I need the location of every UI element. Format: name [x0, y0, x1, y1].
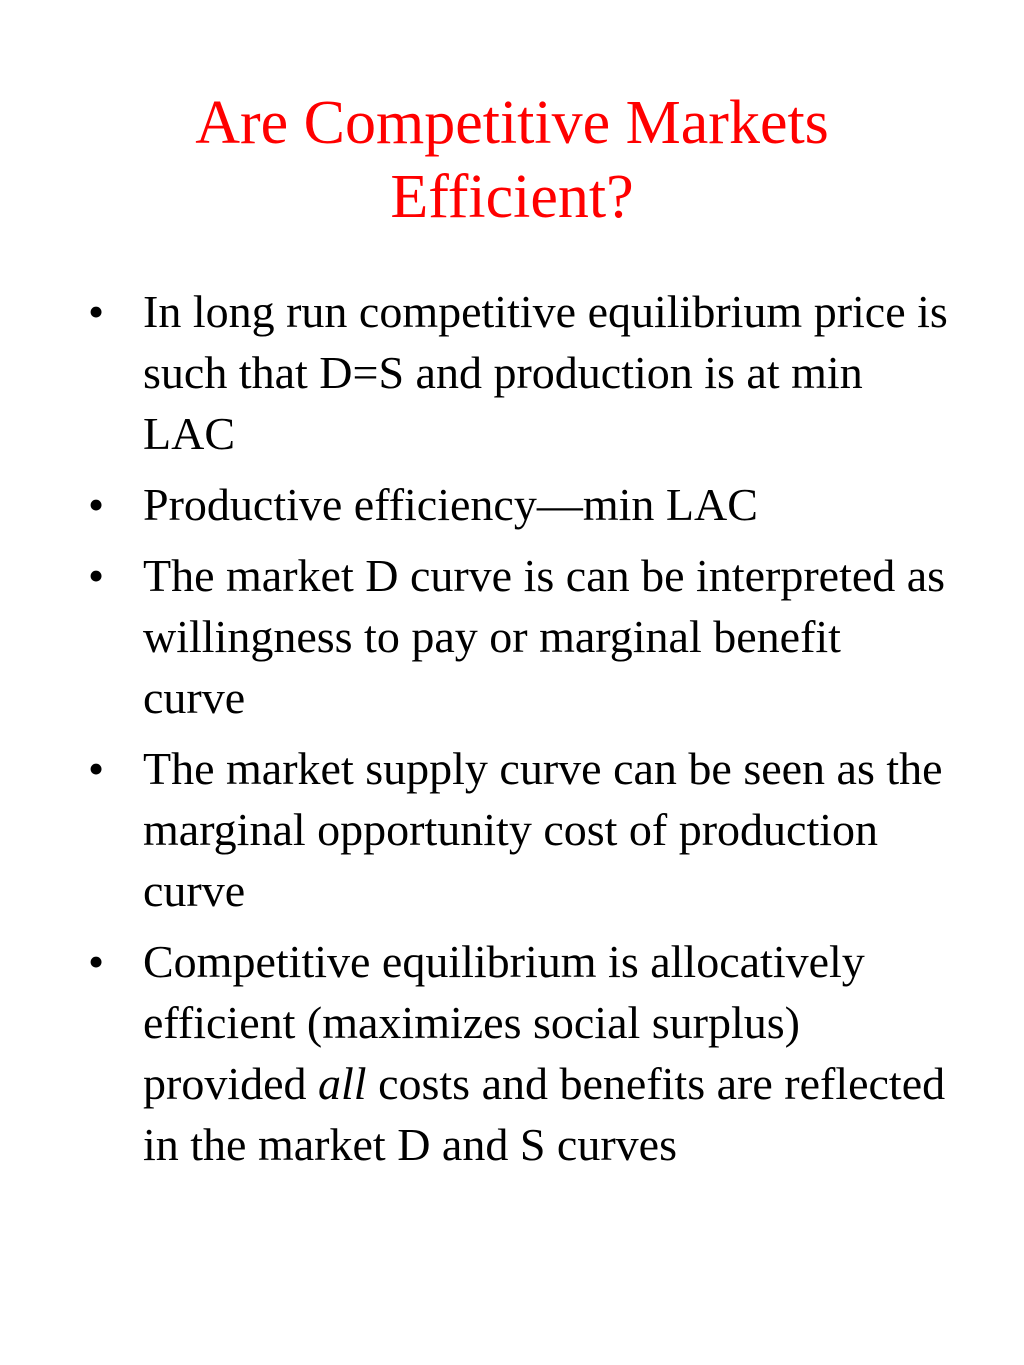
bullet-dot: •: [88, 936, 105, 987]
bullet-item: [88, 474, 948, 535]
bullet-dot: •: [88, 286, 105, 337]
title-line-2: Efficient?: [390, 163, 634, 231]
bullet-dot: •: [88, 479, 105, 530]
slide-title: [60, 86, 964, 234]
bullet-dot: •: [88, 743, 105, 794]
bullet-text: Productive efficiency—min LAC: [143, 479, 758, 530]
bullet-text-emphasis: all: [318, 1058, 367, 1109]
bullet-list: [88, 281, 948, 1185]
bullet-text: The market supply curve can be seen as the marginal opportunity cost of production curve: [143, 743, 943, 916]
bullet-text-before: Competitive equilibrium is allocatively efficient (maximizes social surplus) provided: [143, 936, 865, 1109]
bullet-item: [88, 738, 948, 921]
bullet-item: [88, 281, 948, 464]
bullet-text: The market D curve is can be interpreted as willingness to pay or marginal benefit curve: [143, 550, 946, 723]
bullet-text: [143, 936, 945, 1170]
title-line-1: Are Competitive Markets: [195, 89, 829, 157]
bullet-item: [88, 545, 948, 728]
bullet-item: [88, 931, 948, 1175]
bullet-text: In long run competitive equilibrium price is such that D=S and production is at min LAC: [143, 286, 948, 459]
bullet-text-after: costs and benefits are reflected in the market D and S curves: [143, 1058, 946, 1170]
bullet-dot: •: [88, 550, 105, 601]
